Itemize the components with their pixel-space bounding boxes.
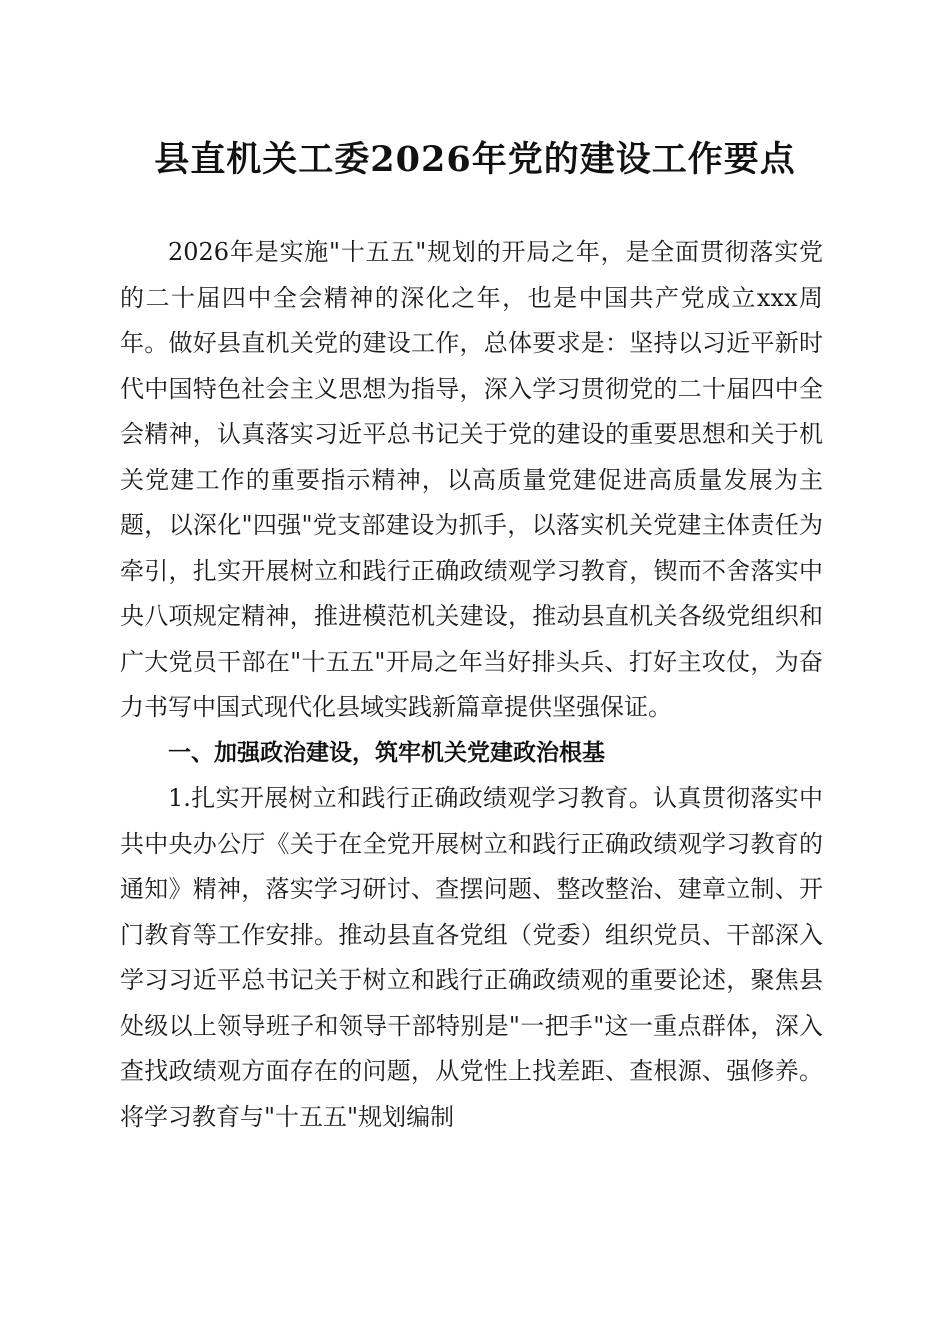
section-heading-1: 一、加强政治建设，筑牢机关党建政治根基	[168, 739, 605, 766]
document-title: 县直机关工委2026年党的建设工作要点	[154, 139, 796, 180]
document-body	[120, 230, 823, 1140]
section-1-item-1: 1.扎实开展树立和践行正确政绩观学习教育。认真贯彻落实中共中央办公厅《关于在全党开展树立和践行正确政绩观学习教育的通知》精神，落实学习研讨、查摆问题、整改整治、建章立制、开门教育等工作安排。推动县直各党组（党委）组织党员、干部深入学习习近平总书记关于树立和践行正确政绩观的重要论述，聚焦县处级以上领导班子和领导干部特别是"一把手"这一重点群体，深入查找政绩观方面存在的问题，从党性上找差距、查根源、强修养。将学习教育与"十五五"规划编制	[120, 784, 823, 1131]
intro-paragraph: 2026年是实施"十五五"规划的开局之年，是全面贯彻落实党的二十届四中全会精神的深化之年，也是中国共产党成立xxx周年。做好县直机关党的建设工作，总体要求是：坚持以习近平新时代中国特色社会主义思想为指导，深入学习贯彻党的二十届四中全会精神，认真落实习近平总书记关于党的建设的重要思想和关于机关党建工作的重要指示精神，以高质量党建促进高质量发展为主题，以深化"四强"党支部建设为抓手，以落实机关党建主体责任为牵引，扎实开展树立和践行正确政绩观学习教育，锲而不舍落实中央八项规定精神，推进模范机关建设，推动县直机关各级党组织和广大党员干部在"十五五"开局之年当好排头兵、打好主攻仗，为奋力书写中国式现代化县域实践新篇章提供坚强保证。	[120, 238, 823, 721]
